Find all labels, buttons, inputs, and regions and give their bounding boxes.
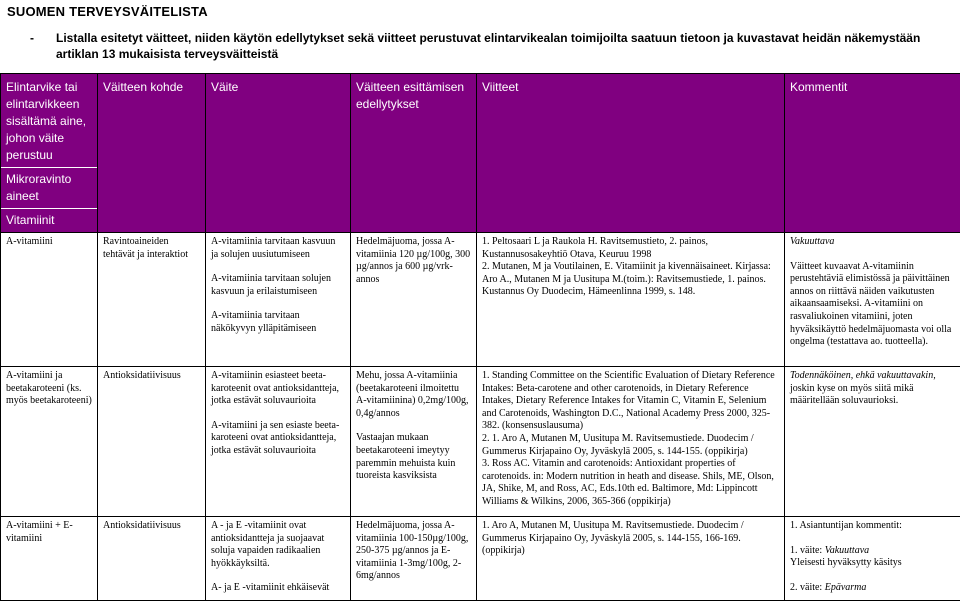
table-header-row: [1, 74, 960, 233]
cell-target: Antioksidatiivisuus: [98, 367, 206, 517]
claim-text: A-vitamiinia tarvitaan kasvuun ja solujen uusiutumiseen: [211, 236, 345, 261]
header-conditions: Väitteen esittämisen edellytykset: [351, 74, 477, 233]
header-claim: Väite: [206, 74, 351, 233]
header-section-micronutrients: Mikroravinto aineet: [1, 167, 97, 205]
header-subsection-vitamins: Vitamiinit: [1, 208, 97, 229]
header-comments: Kommentit: [785, 74, 960, 233]
claim-text: A-vitamiini ja sen esiaste beeta-karoteeni ovat antioksidantteja, jotka estävät soluvaurioita: [211, 420, 345, 458]
cell-references: [477, 367, 785, 517]
comment-verdict: Vakuuttava: [825, 545, 869, 556]
header-references: Viitteet: [477, 74, 785, 233]
cell-target: Antioksidatiivisuus: [98, 517, 206, 601]
condition-text: Vastaajan mukaan beetakaroteeni imeytyy paremmin mehuista kuin tuoreista kasviksista: [356, 432, 471, 482]
header-substance-line: perustuu: [6, 147, 92, 164]
comment-line: [790, 582, 955, 595]
table-row: [1, 367, 960, 517]
reference-item: 2. 1. Aro A, Mutanen M, Uusitupa M. Ravitsemustiede. Duodecim / Gummerus Kirjapaino Oy, Jyväskylä 2005, s. 144-155. (oppikirja): [482, 433, 779, 458]
cell-substance: A-vitamiini + E-vitamiini: [1, 517, 98, 601]
header-substance: [1, 74, 98, 233]
table-row: [1, 233, 960, 367]
intro-dash: -: [30, 30, 34, 46]
table-row: [1, 517, 960, 601]
cell-claims: [206, 517, 351, 601]
reference-item: 1. Aro A, Mutanen M, Uusitupa M. Ravitsemustiede. Duodecim / Gummerus Kirjapaino Oy, Jyväskylä 2005, s. 144-155, 166-169. (oppikirja): [482, 520, 779, 558]
cell-claims: [206, 367, 351, 517]
cell-references: [477, 233, 785, 367]
comment-verdict: Epävarma: [825, 582, 867, 593]
header-target: Väitteen kohde: [98, 74, 206, 233]
claim-text: A- ja E -vitamiinit ehkäisevät: [211, 582, 345, 595]
cell-comments: [785, 517, 960, 601]
cell-comments: [785, 233, 960, 367]
cell-conditions: Hedelmäjuoma, jossa A-vitamiinia 120 µg/100g, 300 µg/annos ja 600 µg/vrk-annos: [351, 233, 477, 367]
header-substance-line: elintarvikkeen: [6, 96, 92, 113]
reference-item: 1. Peltosaari L ja Raukola H. Ravitsemustieto, 2. painos, Kustannusosakeyhtiö Otava, Keuruu 1998: [482, 236, 779, 261]
cell-references: [477, 517, 785, 601]
comment-line: [790, 545, 955, 558]
claims-table: [0, 73, 960, 601]
comment-verdict: Vakuuttava: [790, 236, 955, 249]
intro-text: Listalla esitetyt väitteet, niiden käytön edellytykset sekä viitteet perustuvat elintarvikealan toimijoilta saatuun tietoon ja kuvastavat heidän näkemystään artiklan 13 mukaisista terveysväitteistä: [56, 30, 956, 62]
comment-claim-number: 1. väite:: [790, 545, 822, 556]
cell-conditions: [351, 367, 477, 517]
reference-item: 1. Standing Committee on the Scientific Evaluation of Dietary Reference Intakes: Beta-carotene and other carotenoids, in Dietary Reference Intakes, Dietary Reference Intakes for Vitamin C, Vitamin E, Selenium and Carotenoids, Washington D.C., National Academy Press 2000, 325-382. (konsensuslausuma): [482, 370, 779, 433]
cell-substance: A-vitamiini ja beetakaroteeni (ks. myös beetakaroteeni): [1, 367, 98, 517]
reference-item: 3. Ross AC. Vitamin and carotenoids: Antioxidant properties of carotenoids. in: Modern nutrition in heath and disease. Shils, ME, Olson, JA, Shike, M, and Ross, AC, Eds.10th ed. Baltimore, Md: Lippincott Williams & Wilkins, 2006, 365-366 (oppikirja): [482, 458, 779, 508]
page-title: SUOMEN TERVEYSVÄITELISTA: [7, 4, 208, 19]
claim-text: A-vitamiinin esiasteet beeta-karoteenit ovat antioksidantteja, jotka estävät soluvaurioita: [211, 370, 345, 408]
cell-claims: [206, 233, 351, 367]
condition-text: Mehu, jossa A-vitamiinia (beetakaroteeni ilmoitettu A-vitamiinina) 0,2mg/100g, 0,4g/annos: [356, 370, 471, 420]
header-substance-line: sisältämä aine,: [6, 113, 92, 130]
header-substance-line: johon väite: [6, 130, 92, 147]
comment-verdict: Todennäköinen, ehkä vakuuttavakin,: [790, 370, 936, 381]
claim-text: A-vitamiinia tarvitaan solujen kasvuun ja erilaistumiseen: [211, 273, 345, 298]
comment-text: joskin kyse on myös siitä mikä määritellään soluvaurioksi.: [790, 383, 914, 407]
comment-text: Väitteet kuvaavat A-vitamiinin perustehtäviä elimistössä ja päivittäinen annos on riittävä näiden vaikutusten aikaansaamiseksi. A-vitamiini on rasvaliukoinen vitamiini, joten hyväksikäyttö hedelmäjuomasta voi olla ongelma (testattava ao. tuotteella).: [790, 261, 955, 349]
header-substance-line: Elintarvike tai: [6, 79, 92, 96]
claim-text: A-vitamiinia tarvitaan näkökyvyn ylläpitämiseen: [211, 310, 345, 335]
cell-substance: A-vitamiini: [1, 233, 98, 367]
comment-claim-number: 2. väite:: [790, 582, 822, 593]
comment-line: Yleisesti hyväksytty käsitys: [790, 557, 955, 570]
comment-line: 1. Asiantuntijan kommentit:: [790, 520, 955, 533]
cell-target: Ravintoaineiden tehtävät ja interaktiot: [98, 233, 206, 367]
cell-conditions: Hedelmäjuoma, jossa A-vitamiinia 100-150µg/100g, 250-375 µg/annos ja E-vitamiinia 1-3mg/100g, 2-6mg/annos: [351, 517, 477, 601]
reference-item: 2. Mutanen, M ja Voutilainen, E. Vitamiinit ja kivennäisaineet. Kirjassa: Aro A., Mutanen M ja Uusitupa M.(toim.): Ravitsemustiede, 1. painos. Kustannus Oy Duodecim, Hämeenlinna 1999, s. 148.: [482, 261, 779, 299]
claim-text: A - ja E -vitamiinit ovat antioksidantteja ja suojaavat soluja vapaiden radikaalien hyökkäyksiltä.: [211, 520, 345, 570]
cell-comments: [785, 367, 960, 517]
